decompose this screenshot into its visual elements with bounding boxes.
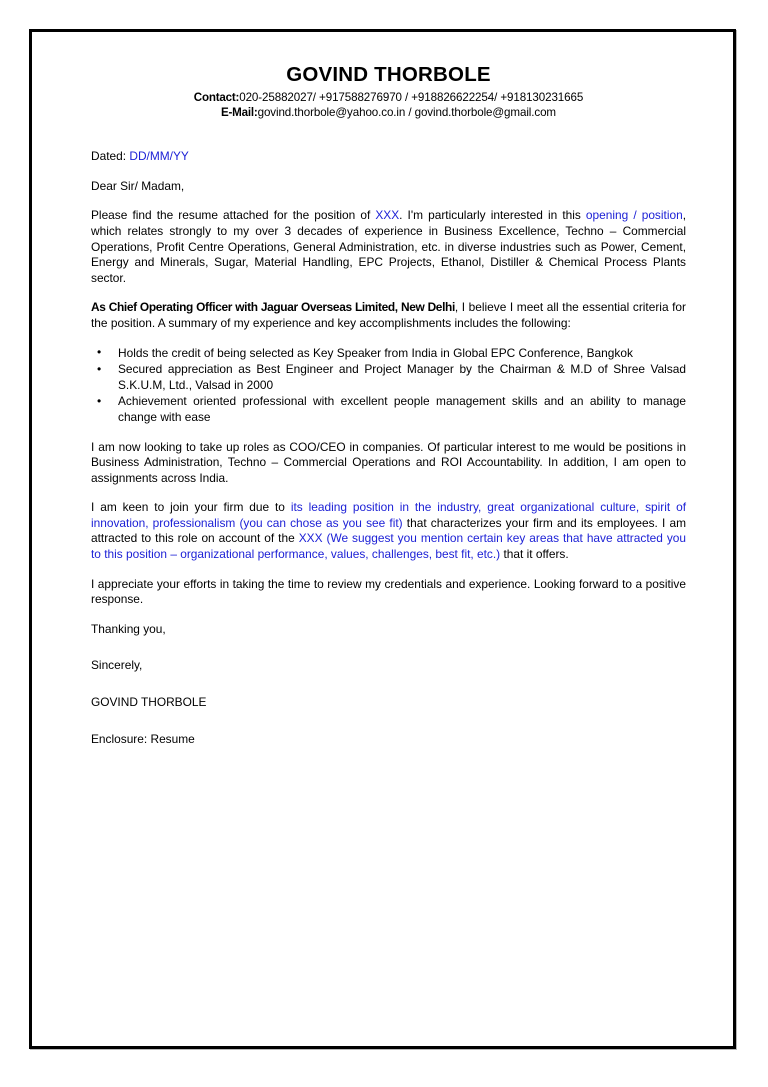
date-label: Dated: — [91, 149, 127, 164]
motivation-seg-1: I am keen to join your firm due to — [91, 500, 291, 515]
motivation-reasons-placeholder: its leading position in the industry, great organizational culture, spirit of innovation, professionalism (you can chose as you see fit) — [91, 500, 686, 530]
list-item: • Secured appreciation as Best Engineer and Project Manager by the Chairman & M.D of Shree Valsad S.K.U.M, Ltd., Valsad in 2000 — [91, 362, 686, 393]
paragraph-current-role — [91, 300, 686, 331]
intro-seg-1: Please find the resume attached for the position of — [91, 208, 376, 223]
letter-body — [91, 149, 686, 747]
email-label: E-Mail: — [220, 105, 258, 119]
paragraph-intro — [91, 208, 686, 286]
contact-numbers: 020-25882027/ +917588276970 / +918826622254/ +918130231665 — [239, 90, 584, 104]
intro-seg-5: , which relates strongly to my over 3 decades of experience in Business Excellence, Techno – Commercial Operations, Profit Centre Operations, General Administration, etc. in diverse industries such as Power, Cement, Energy and Minerals, Sugar, Material Handling, EPC Projects, Ethanol, Distiller & Chemical Process Plants sector. — [91, 208, 687, 285]
paragraph-motivation — [91, 500, 686, 562]
current-role-rest: , I believe I meet all the essential criteria for the position. A summary of my experience and key accomplishments includes the following: — [91, 300, 687, 330]
signoff-block — [91, 622, 686, 747]
motivation-seg-3: that characterizes your firm and its employees. I am attracted to this role on account of the — [91, 515, 686, 546]
letter-content — [91, 63, 686, 747]
page-sheet — [32, 32, 733, 1046]
intro-opening-placeholder: opening / position — [585, 208, 683, 223]
current-role-bold: As Chief Operating Officer with Jaguar Overseas Limited, New Delhi — [91, 300, 455, 315]
list-item: • Holds the credit of being selected as Key Speaker from India in Global EPC Conference, Bangkok — [91, 346, 686, 362]
accomplishments-list — [91, 346, 686, 426]
date-line — [91, 149, 686, 165]
contact-line — [91, 90, 686, 105]
enclosure-note: Enclosure: Resume — [91, 731, 195, 746]
motivation-seg-5: that it offers. — [500, 547, 569, 562]
motivation-keyareas-placeholder: XXX (We suggest you mention certain key areas that have attracted you to this position – organizational performance, values, challenges, best fit, etc.) — [91, 531, 687, 562]
email-addresses: govind.thorbole@yahoo.co.in / govind.thorbole@gmail.com — [257, 105, 556, 119]
letterhead — [91, 63, 686, 120]
signature-name: GOVIND THORBOLE — [91, 695, 207, 710]
closing-thanks: Thanking you, — [91, 621, 166, 636]
intro-seg-3: . I'm particularly interested in this — [399, 208, 586, 223]
date-value: DD/MM/YY — [129, 149, 189, 164]
contact-label: Contact: — [193, 90, 240, 104]
email-line — [91, 105, 686, 120]
intro-position-placeholder: XXX — [375, 208, 400, 223]
document-page — [29, 29, 736, 1049]
candidate-name: GOVIND THORBOLE — [286, 63, 491, 86]
closing-sincerely: Sincerely, — [91, 658, 143, 673]
paragraph-target-roles: I am now looking to take up roles as COO/CEO in companies. Of particular interest to me would be positions in Business Administration, Techno – Commercial Operations and ROI Accountability. In addition, I am open to assignments across India. — [91, 439, 686, 485]
list-item: • Achievement oriented professional with excellent people management skills and an ability to manage change with ease — [91, 394, 686, 425]
paragraph-appreciation: I appreciate your efforts in taking the time to review my credentials and experience. Looking forward to a positive response. — [91, 576, 686, 607]
salutation: Dear Sir/ Madam, — [91, 178, 185, 193]
